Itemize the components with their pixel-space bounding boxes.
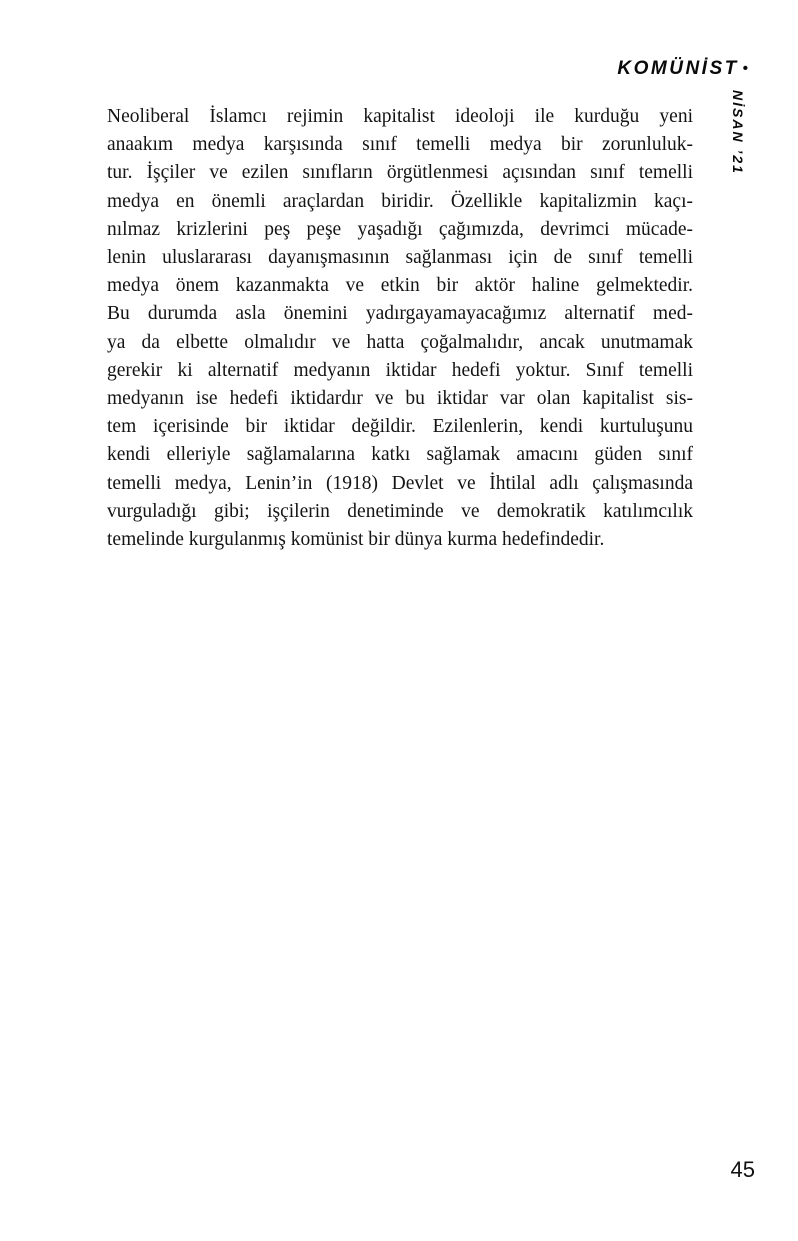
body-line: Bu durumda asla önemini yadırgayamayacağımız alternatif med- — [107, 303, 693, 325]
body-line: Neoliberal İslamcı rejimin kapitalist ideoloji ile kurduğu yeni — [107, 106, 693, 127]
issue-date-vertical: NİSAN ’21 — [730, 90, 746, 175]
body-line: ya da elbette olmalıdır ve hatta çoğalmalıdır, ancak unutmamak — [107, 331, 693, 353]
magazine-title — [617, 58, 748, 79]
body-line: nılmaz krizlerini peş peşe yaşadığı çağımızda, devrimci mücade- — [107, 218, 693, 240]
body-line: anaakım medya karşısında sınıf temelli medya bir zorunluluk- — [107, 134, 693, 156]
body-line: medya en önemli araçlardan biridir. Özellikle kapitalizmin kaçı- — [107, 190, 693, 212]
body-line: temelinde kurgulanmış komünist bir dünya kurma hedefindedir. — [107, 529, 605, 551]
body-line: vurguladığı gibi; işçilerin denetiminde ve demokratik katılımcılık — [107, 500, 693, 522]
bullet-icon: • — [742, 60, 748, 77]
body-line: gerekir ki alternatif medyanın iktidar hedefi yoktur. Sınıf temelli — [107, 359, 693, 381]
body-line: temelli medya, Lenin’in (1918) Devlet ve İhtilal adlı çalışmasında — [107, 472, 693, 494]
body-line: medya önem kazanmakta ve etkin bir aktör haline gelmektedir. — [107, 275, 693, 297]
body-line: tur. İşçiler ve ezilen sınıfların örgütlenmesi açısından sınıf temelli — [107, 162, 693, 184]
page-number: 45 — [730, 1157, 755, 1182]
article-body — [107, 103, 693, 554]
body-line: medyanın ise hedefi iktidardır ve bu iktidar var olan kapitalist sis- — [107, 388, 693, 410]
magazine-title-text: KOMÜNİST — [617, 58, 739, 79]
page-header — [617, 58, 748, 80]
body-line: lenin uluslararası dayanışmasının sağlanması için de sınıf temelli — [107, 247, 693, 269]
body-line: kendi elleriyle sağlamalarına katkı sağlamak amacını güden sınıf — [107, 444, 693, 466]
body-line: tem içerisinde bir iktidar değildir. Ezilenlerin, kendi kurtuluşunu — [107, 416, 693, 438]
page-footer — [731, 1157, 755, 1183]
